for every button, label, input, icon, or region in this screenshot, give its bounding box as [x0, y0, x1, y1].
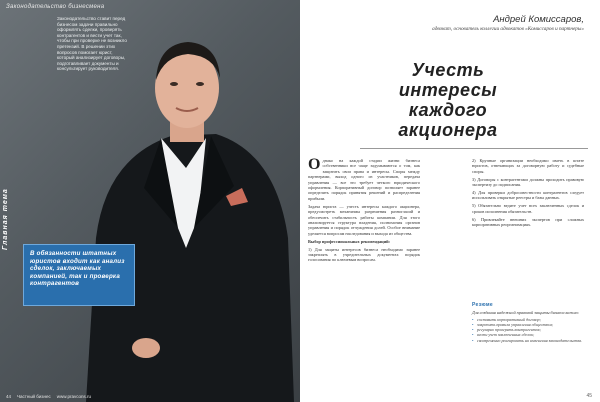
pull-quote: В обязанности штатных юристов входит как анализ сделок, заключаемых компанией, так и проверка контрагентов [23, 244, 135, 306]
paragraph: 6) Привлекайте внешних экспертов при сложных корпоративных реорганизациях. [472, 216, 584, 228]
section-header: Законодательство бизнесмена [6, 4, 105, 10]
summary-title: Резюме [472, 302, 493, 308]
paragraph: 1) Для защиты интересов бизнеса необходимо заранее закреплять в учредительных документах порядок голосования по ключевым вопросам. [308, 246, 420, 263]
paragraph: 5) Обязательно ведите учет всех заключенных сделок и сроков исполнения обязательств. [472, 203, 584, 214]
list-item: • регулярно проверять контрагентов; [472, 327, 584, 332]
paragraph: 4) Для проверки добросовестности контрагентов следует использовать открытые реестры и базы данных. [472, 190, 584, 201]
left-page-number: 44 [6, 394, 12, 399]
paragraph: днако на каждой стадии жизни бизнеса собственники все чаще задумываются о том, как защитить свои права и интересы. Споры между партнерами, выход одного из участников, передача управления — все это требует четкого юридического оформления. Корпоративный договор позволяет заранее определить порядок принятия решений и распределения прибыли. [308, 158, 420, 201]
summary-list [472, 317, 584, 342]
portrait-photo [66, 18, 296, 402]
section-tag: Главная тема [2, 188, 9, 250]
author-role: адвокат, основатель коллегии адвокатов «Комиссаров и партнеры» [432, 26, 584, 32]
article-column-2 [472, 158, 584, 230]
list-item: • своевременно реагировать на изменения законодательства. [472, 338, 584, 343]
paragraph: 2) Крупные организации необходимо иметь в штате юристов, отвечающих за договорную работу и судебные споры. [472, 158, 584, 174]
paragraph: Задача юриста — учесть интересы каждого акционера, предусмотреть механизмы разрешения разногласий и обеспечить стабильность работы компании. Для этого анализируется структура владения, полномочия органов управления и порядок отчуждения долей. Особое внимание уделяется вопросам наследования и выхода из общества. [308, 203, 420, 236]
list-item: • составить корпоративный договор; [472, 317, 584, 322]
website: www.pravcons.ru [56, 394, 91, 399]
magazine-name: Частный бизнес [17, 394, 51, 399]
article-page [300, 0, 600, 402]
divider [360, 148, 588, 149]
article-headline: Учесть интересы каждого акционера [398, 60, 498, 140]
list-item: • вести учет заключенных сделок; [472, 332, 584, 337]
article-column-1 [308, 158, 420, 265]
left-footer [6, 394, 91, 399]
subheading: Выбор профессиональных рекомендаций: [308, 238, 390, 244]
list-item: • закрепить правила управления обществом; [472, 322, 584, 327]
summary-intro: Для создания надежной правовой защиты бизнеса важно: [472, 310, 580, 315]
right-page-number: 45 [586, 393, 592, 399]
author-name: Андрей Комиссаров, [493, 14, 584, 25]
summary-box [472, 302, 584, 343]
intro-text: Законодательство ставит перед бизнесом задачи правильно оформлять сделки, проверять контрагентов и вести учет так, чтобы при проверке не возникло претензий. В решении этих вопросов помогает юрист, который анализирует договоры, подготавливает документы и консультирует руководителя. [57, 16, 127, 72]
paragraph: 3) Договоры с контрагентами должны проходить правовую экспертизу до подписания. [472, 176, 584, 188]
drop-cap: О [308, 156, 321, 173]
